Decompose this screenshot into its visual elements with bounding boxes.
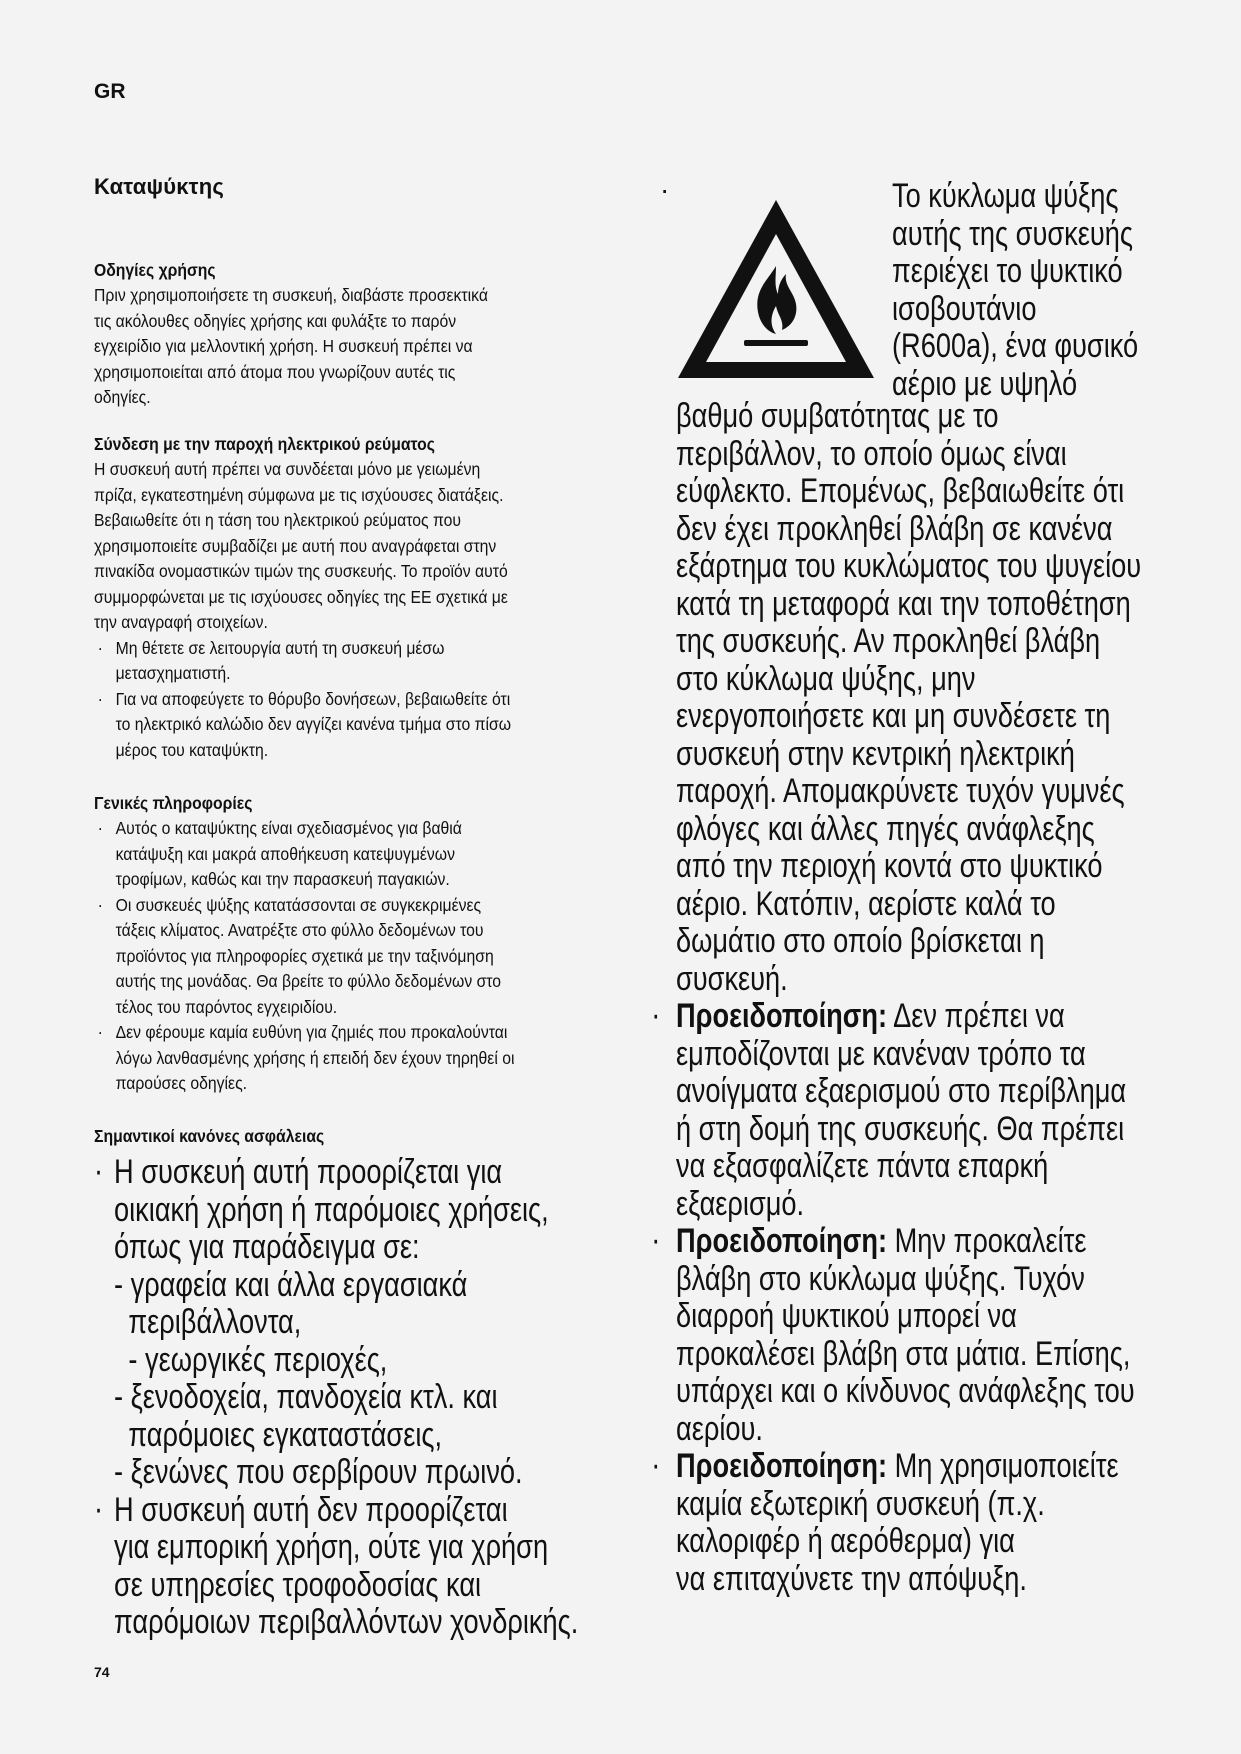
sub-item: - ξενοδοχεία, πανδοχεία κτλ. και	[114, 1378, 498, 1416]
safety-heading: Σημαντικοί κανόνες ασφάλειας	[94, 1126, 325, 1146]
text-line: Για να αποφεύγετε το θόρυβο δονήσεων, βεβαιωθείτε ότι	[115, 688, 511, 709]
text-line: Η συσκευή αυτή προορίζεται για	[114, 1153, 503, 1191]
usage-section	[94, 258, 671, 411]
text-line: συμμορφώνεται με τις ισχύουσες οδηγίες της ΕΕ σχετικά με	[94, 586, 508, 607]
warning-continuation	[656, 398, 1176, 998]
text-line: αέριο. Κατόπιν, αερίστε καλά το	[676, 884, 1056, 923]
text-line: τάξεις κλίματος. Ανατρέξτε στο φύλλο δεδομένων του	[115, 920, 484, 940]
text-line: προκαλέσει βλάβη στα μάτια. Επίσης,	[676, 1334, 1131, 1373]
sub-item: - γεωργικές περιοχές,	[128, 1340, 388, 1379]
bullet-icon: ·	[94, 1489, 104, 1528]
list-item	[651, 1221, 1176, 1448]
text-line: το ηλεκτρικό καλώδιο δεν αγγίζει κανένα τμήμα στο πίσω	[115, 714, 512, 734]
text-line: Βεβαιωθείτε ότι η τάση του ηλεκτρικού ρεύματος που	[94, 510, 462, 530]
text-line: Μη χρησιμοποιείτε	[887, 1447, 1119, 1485]
electric-heading: Σύνδεση με την παροχή ηλεκτρικού ρεύματος	[94, 434, 435, 454]
text-line: εξαερισμό.	[676, 1184, 805, 1223]
text-line: βλάβη στο κύκλωμα ψύξης. Τυχόν	[676, 1259, 1085, 1298]
text-line: όπως για παράδειγμα σε:	[114, 1228, 420, 1266]
text-line: ισοβουτάνιο	[892, 289, 1037, 328]
text-line: οδηγίες.	[94, 387, 151, 407]
sub-item: παρόμοιες εγκαταστάσεις,	[128, 1415, 443, 1454]
list-item	[94, 1020, 613, 1097]
text-line: κατάψυξη και μακρά αποθήκευση κατεψυγμένων	[115, 843, 455, 864]
list-item	[94, 1489, 614, 1642]
text-line: μετασχηματιστή.	[115, 663, 231, 683]
text-line: Αυτός ο καταψύκτης είναι σχεδιασμένος για βαθιά	[115, 818, 462, 838]
list-item	[94, 1154, 614, 1492]
text-line: εγχειρίδιο για μελλοντική χρήση. Η συσκευή πρέπει να	[94, 336, 473, 356]
list-item	[651, 1446, 1176, 1598]
text-line: Δεν πρέπει να	[887, 997, 1065, 1035]
text-line: καλοριφέρ ή αερόθερμα) για	[676, 1522, 1015, 1560]
bullet-icon: ·	[97, 818, 103, 838]
warning-label: Προειδοποίηση:	[676, 1447, 888, 1485]
text-line: την αναγραφή στοιχείων.	[94, 612, 268, 632]
bullet-icon: ·	[97, 1022, 103, 1042]
text-line: της συσκευής. Αν προκληθεί βλάβη	[676, 622, 1101, 660]
text-line: Μην προκαλείτε	[887, 1222, 1087, 1260]
warning-label: Προειδοποίηση:	[676, 1222, 888, 1260]
text-line: να επιταχύνετε την απόψυξη.	[676, 1559, 1027, 1598]
text-line: αυτής της μονάδας. Θα βρείτε το φύλλο δεδομένων στο	[115, 971, 502, 991]
text-line: να εξασφαλίζετε πάντα επαρκή	[676, 1147, 1049, 1185]
text-line: τις ακόλουθες οδηγίες χρήσης και φυλάξτε το παρόν	[94, 310, 457, 331]
text-line: περιβάλλον, το οποίο όμως είναι	[676, 434, 1067, 473]
bullet-icon: ·	[660, 174, 670, 205]
text-line: χρησιμοποιείται από άτομα που γνωρίζουν αυτές τις	[94, 361, 456, 382]
text-line: χρησιμοποιείτε συμβαδίζει με αυτή που αναγράφεται στην	[94, 535, 497, 556]
text-line: Πριν χρησιμοποιήσετε τη συσκευή, διαβάστε προσεκτικά	[94, 285, 488, 305]
text-line: αυτής της συσκευής	[892, 214, 1133, 253]
refrigerant-warning	[656, 174, 1176, 403]
page-number: 74	[94, 1664, 110, 1680]
text-line: παρόμοιων περιβαλλόντων χονδρικής.	[114, 1603, 579, 1641]
text-line: για εμπορική χρήση, ούτε για χρήση	[114, 1528, 549, 1566]
sub-item: - ξενώνες που σερβίρουν πρωινό.	[114, 1453, 523, 1491]
text-line: προϊόντος για πληροφορίες σχετικά με την ταξινόμηση	[115, 945, 494, 966]
text-line: σε υπηρεσίες τροφοδοσίας και	[114, 1565, 482, 1604]
text-line: παρούσες οδηγίες.	[115, 1073, 248, 1093]
list-item	[651, 996, 1176, 1223]
electric-section	[94, 432, 671, 763]
text-line: Η συσκευή αυτή πρέπει να συνδέεται μόνο με γειωμένη	[94, 459, 481, 479]
text-line: Δεν φέρουμε καμία ευθύνη για ζημιές που προκαλούνται	[115, 1022, 508, 1042]
text-line: δεν έχει προκληθεί βλάβη σε κανένα	[676, 509, 1113, 548]
text-line: τροφίμων, καθώς και την παρασκευή παγακιών.	[115, 869, 450, 889]
sub-item: περιβάλλοντα,	[128, 1303, 302, 1341]
text-line: Το κύκλωμα ψύξης	[892, 177, 1119, 215]
text-line: διαρροή ψυκτικού μπορεί να	[676, 1297, 1017, 1335]
list-item	[94, 687, 613, 764]
text-line: ανοίγματα εξαερισμού στο περίβλημα	[676, 1072, 1127, 1110]
bullet-icon: ·	[97, 637, 103, 658]
list-item	[94, 636, 613, 687]
text-line: ή στη δομή της συσκευής. Θα πρέπει	[676, 1109, 1125, 1148]
usage-heading: Οδηγίες χρήσης	[94, 260, 216, 280]
sub-item: - γραφεία και άλλα εργασιακά	[114, 1265, 468, 1304]
text-line: μέρος του καταψύκτη.	[115, 739, 269, 760]
bullet-icon: ·	[651, 996, 661, 1034]
text-line: υπάρχει και ο κίνδυνος ανάφλεξης του	[676, 1372, 1135, 1410]
text-line: (R600a), ένα φυσικό	[892, 327, 1139, 365]
list-item	[94, 816, 613, 893]
text-line: ενεργοποιήσετε και μη συνδέσετε τη	[676, 697, 1111, 735]
text-line: από την περιοχή κοντά στο ψυκτικό	[676, 847, 1103, 885]
text-line: αερίου.	[676, 1409, 763, 1448]
safety-section	[94, 1124, 671, 1149]
text-line: καμία εξωτερική συσκευή (π.χ.	[676, 1484, 1045, 1523]
general-section	[94, 791, 671, 1097]
flammable-warning-icon	[672, 194, 880, 384]
text-line: φλόγες και άλλες πηγές ανάφλεξης	[676, 809, 1095, 848]
text-line: αέριο με υψηλό	[892, 364, 1078, 403]
right-column	[651, 174, 1176, 1598]
warning-label: Προειδοποίηση:	[676, 997, 888, 1035]
warning-intro	[892, 178, 1192, 403]
text-line: εξάρτημα του κυκλώματος του ψυγείου	[676, 547, 1142, 585]
text-line: πρίζα, εγκατεστημένη σύμφωνα με τις ισχύουσες διατάξεις.	[94, 484, 504, 505]
bullet-icon: ·	[651, 1221, 661, 1259]
text-line: στο κύκλωμα ψύξης, μην	[676, 659, 976, 698]
bullet-icon: ·	[94, 1152, 104, 1190]
text-line: περιέχει το ψυκτικό	[892, 252, 1123, 290]
text-line: λόγω λανθασμένης χρήσης ή επειδή δεν έχουν τηρηθεί οι	[115, 1047, 515, 1068]
text-line: εύφλεκτο. Επομένως, βεβαιωθείτε ότι	[676, 472, 1125, 510]
left-column	[94, 174, 614, 1641]
bullet-icon: ·	[97, 688, 103, 709]
safety-list	[94, 1154, 614, 1642]
text-line: οικιακή χρήση ή παρόμοιες χρήσεις,	[114, 1190, 549, 1229]
bullet-icon: ·	[651, 1446, 661, 1484]
text-line: Η συσκευή αυτή δεν προορίζεται	[114, 1490, 508, 1529]
text-line: συσκευή.	[676, 959, 788, 998]
text-line: πινακίδα ονομαστικών τιμών της συσκευής. Το προϊόν αυτό	[94, 561, 508, 581]
section-title: Καταψύκτης	[94, 174, 224, 199]
general-heading: Γενικές πληροφορίες	[94, 793, 253, 813]
text-line: βαθμό συμβατότητας με το	[676, 397, 999, 435]
list-item	[94, 893, 613, 1021]
bullet-icon: ·	[97, 894, 103, 915]
text-line: παροχή. Απομακρύνετε τυχόν γυμνές	[676, 772, 1125, 810]
text-line: κατά τη μεταφορά και την τοποθέτηση	[676, 584, 1131, 623]
text-line: τέλος του παρόντος εγχειριδίου.	[115, 996, 338, 1017]
text-line: Μη θέτετε σε λειτουργία αυτή τη συσκευή μέσω	[115, 637, 445, 658]
text-line: Οι συσκευές ψύξης κατατάσσονται σε συγκεκριμένες	[115, 894, 482, 915]
right-body	[651, 397, 1176, 1598]
language-code: GR	[94, 80, 126, 103]
text-line: δωμάτιο στο οποίο βρίσκεται η	[676, 922, 1045, 960]
text-line: εμποδίζονται με κανέναν τρόπο τα	[676, 1034, 1086, 1073]
text-line: συσκευή στην κεντρική ηλεκτρική	[676, 734, 1075, 773]
